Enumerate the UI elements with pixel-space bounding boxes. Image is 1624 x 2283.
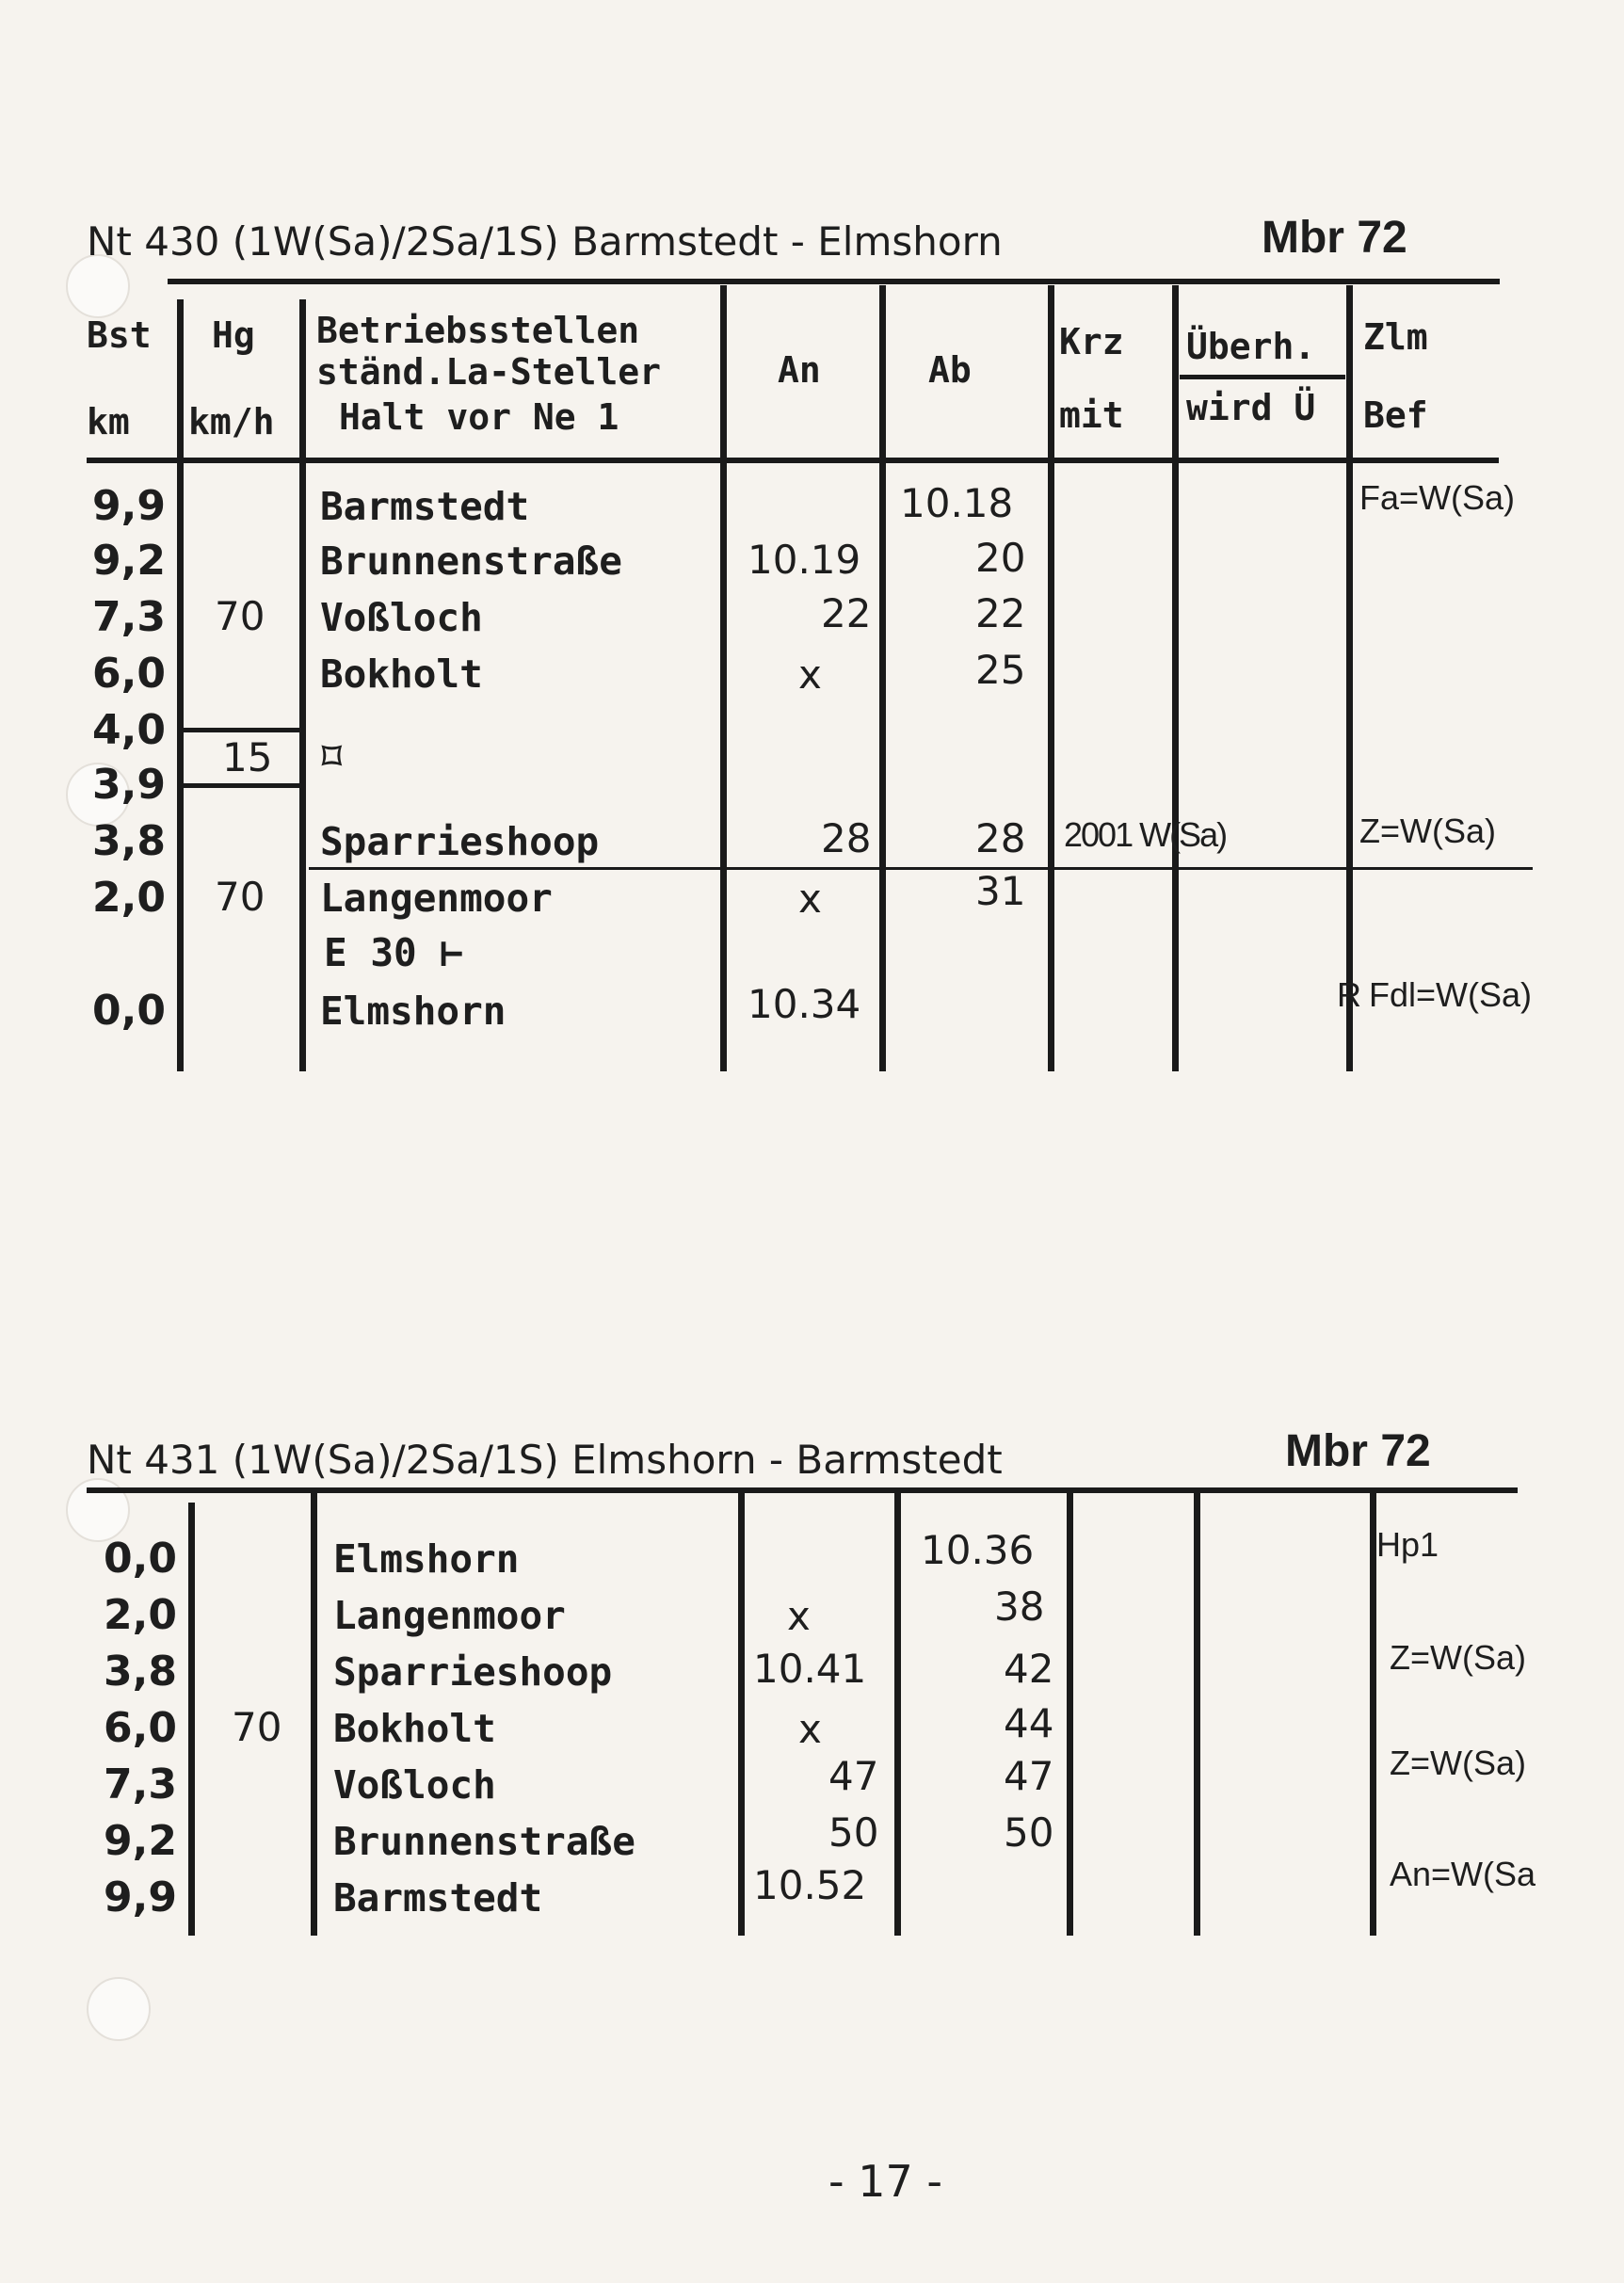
an-cell: 50 <box>828 1809 879 1856</box>
col-divider <box>311 1493 317 1936</box>
page-number: - 17 - <box>828 2156 942 2207</box>
ab-cell: 31 <box>975 868 1026 914</box>
speed-change-marker: E 30 ⊢ <box>324 930 464 975</box>
station-cell: Voßloch <box>320 595 483 640</box>
hg-cell: 15 <box>222 734 273 780</box>
station-cell: Bokholt <box>333 1706 496 1751</box>
rule-hg-box-bottom <box>179 783 301 788</box>
col-divider <box>1346 285 1353 1071</box>
hg-cell: 70 <box>232 1704 282 1750</box>
header-ab: Ab <box>928 349 972 391</box>
ab-cell: 38 <box>994 1584 1045 1630</box>
rule-top <box>168 279 1500 284</box>
an-cell: 22 <box>821 590 872 636</box>
header-hg: Hg <box>212 314 255 356</box>
header-bef: Bef <box>1363 394 1428 436</box>
an-cell: x <box>798 1706 822 1752</box>
col-divider <box>1194 1493 1200 1936</box>
km-cell: 4,0 <box>92 706 166 754</box>
col-divider <box>1048 285 1054 1071</box>
ab-cell: 44 <box>1004 1700 1054 1746</box>
km-cell: 3,9 <box>92 761 166 809</box>
rule-top <box>87 1487 1518 1493</box>
km-cell: 6,0 <box>92 650 166 698</box>
rule-uberh <box>1180 375 1345 379</box>
km-cell: 2,0 <box>104 1591 177 1639</box>
col-divider <box>1067 1493 1073 1936</box>
km-cell: 9,9 <box>104 1873 177 1921</box>
punch-hole <box>87 1977 151 2041</box>
rule-header <box>87 458 1499 463</box>
km-cell: 9,2 <box>92 537 166 585</box>
station-cell: Barmstedt <box>333 1875 543 1921</box>
km-cell: 7,3 <box>104 1760 177 1809</box>
an-cell: x <box>798 651 822 698</box>
col-divider <box>299 299 306 1071</box>
krz-cell: 2001 W(Sa) <box>1064 815 1227 854</box>
station-cell: Langenmoor <box>333 1593 566 1638</box>
header-la-steller: ständ.La-Steller <box>316 351 662 393</box>
ab-cell: 20 <box>975 535 1026 581</box>
header-km: km <box>87 401 130 442</box>
header-uberh: Überh. <box>1186 326 1316 367</box>
station-cell: Brunnenstraße <box>320 539 622 584</box>
an-cell: 47 <box>828 1753 879 1799</box>
col-divider <box>188 1503 195 1936</box>
ab-cell: 47 <box>1004 1753 1054 1799</box>
mbr-label: Mbr 72 <box>1262 213 1407 263</box>
km-cell: 0,0 <box>92 987 166 1035</box>
col-divider <box>1172 285 1179 1071</box>
an-cell: 10.34 <box>748 981 861 1027</box>
station-cell: Barmstedt <box>320 484 530 529</box>
col-divider <box>720 285 727 1071</box>
zlm-cell: Hp1 <box>1376 1525 1439 1564</box>
hg-cell: 70 <box>215 874 265 920</box>
ab-cell: 10.18 <box>900 480 1014 526</box>
km-cell: 6,0 <box>104 1704 177 1752</box>
an-cell: 10.41 <box>753 1646 867 1692</box>
header-an: An <box>778 349 821 391</box>
header-zlm: Zlm <box>1363 316 1428 358</box>
station-cell: Brunnenstraße <box>333 1819 635 1864</box>
an-cell: 10.52 <box>753 1862 867 1908</box>
km-cell: 0,0 <box>104 1535 177 1583</box>
an-cell: x <box>798 876 822 922</box>
col-divider <box>894 1493 901 1936</box>
an-cell: x <box>787 1593 811 1639</box>
r-mark: R <box>1337 975 1361 1014</box>
station-cell: Sparrieshoop <box>333 1649 613 1695</box>
station-cell: Elmshorn <box>333 1536 520 1582</box>
ab-cell: 42 <box>1004 1646 1054 1692</box>
station-cell: Elmshorn <box>320 989 506 1034</box>
header-kmh: km/h <box>188 401 275 442</box>
ne1-symbol: ⌑ <box>320 734 344 780</box>
station-cell: Sparrieshoop <box>320 819 600 864</box>
km-cell: 7,3 <box>92 593 166 641</box>
header-krz: Krz <box>1059 321 1124 362</box>
col-divider <box>738 1493 745 1936</box>
mbr-label: Mbr 72 <box>1285 1426 1431 1476</box>
zlm-cell: Fdl=W(Sa) <box>1369 975 1533 1014</box>
header-mit: mit <box>1059 394 1124 436</box>
ab-cell: 50 <box>1004 1809 1054 1856</box>
header-wird: wird Ü <box>1186 387 1316 428</box>
table-title: Nt 430 (1W(Sa)/2Sa/1S) Barmstedt - Elmshorn <box>87 218 1003 265</box>
ab-cell: 25 <box>975 647 1026 693</box>
header-betriebsstellen: Betriebsstellen <box>316 310 640 351</box>
zlm-cell: An=W(Sa <box>1390 1855 1536 1893</box>
km-cell: 9,9 <box>92 482 166 530</box>
ab-cell: 22 <box>975 590 1026 636</box>
an-cell: 28 <box>821 815 872 861</box>
zlm-cell: Fa=W(Sa) <box>1359 478 1516 517</box>
rule-hg-box-top <box>179 728 301 732</box>
station-cell: Voßloch <box>333 1762 496 1808</box>
header-halt: Halt vor Ne 1 <box>339 396 619 438</box>
ab-cell: 28 <box>975 815 1026 861</box>
header-bst: Bst <box>87 314 152 356</box>
col-divider <box>177 299 184 1071</box>
zlm-cell: Z=W(Sa) <box>1390 1638 1527 1677</box>
col-divider <box>1370 1493 1376 1936</box>
an-cell: 10.19 <box>748 537 861 583</box>
table-title: Nt 431 (1W(Sa)/2Sa/1S) Elmshorn - Barmstedt <box>87 1437 1003 1483</box>
station-cell: Langenmoor <box>320 876 553 921</box>
km-cell: 3,8 <box>104 1648 177 1696</box>
station-cell: Bokholt <box>320 651 483 697</box>
km-cell: 9,2 <box>104 1817 177 1865</box>
col-divider <box>879 285 886 1071</box>
zlm-cell: Z=W(Sa) <box>1359 812 1497 850</box>
ab-cell: 10.36 <box>921 1527 1035 1573</box>
km-cell: 3,8 <box>92 817 166 865</box>
zlm-cell: Z=W(Sa) <box>1390 1744 1527 1782</box>
km-cell: 2,0 <box>92 874 166 922</box>
hg-cell: 70 <box>215 593 265 639</box>
